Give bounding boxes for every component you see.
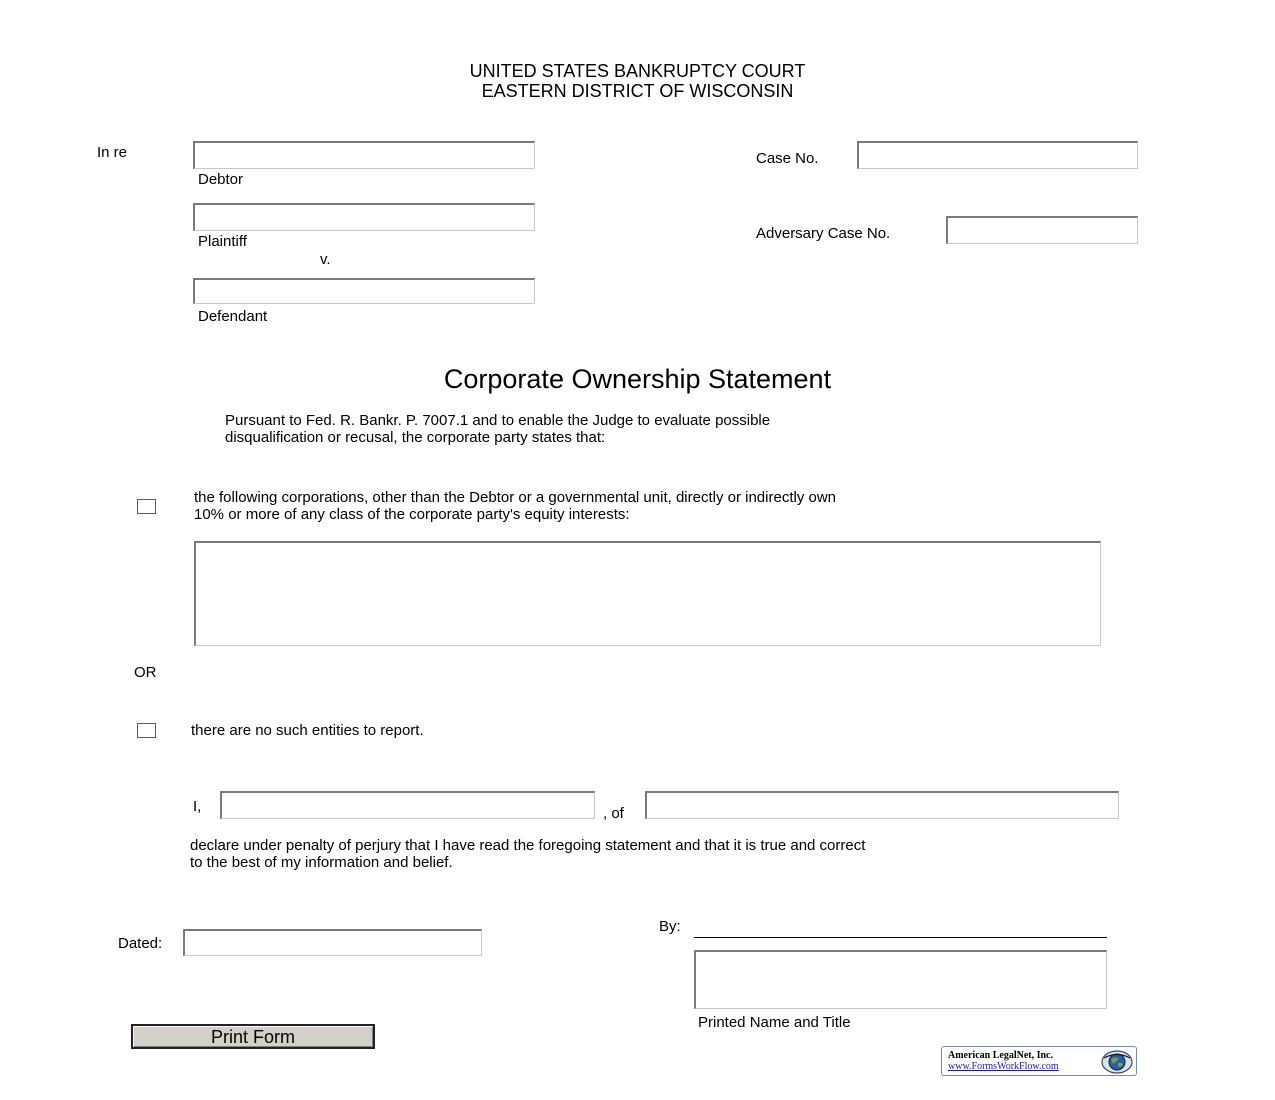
debtor-field[interactable]	[193, 141, 535, 169]
intro-line-1: Pursuant to Fed. R. Bankr. P. 7007.1 and to enable the Judge to evaluate possible	[225, 412, 771, 429]
defendant-label: Defendant	[198, 308, 268, 325]
signature-line[interactable]	[694, 937, 1107, 938]
american-legalnet-logo[interactable]	[941, 1046, 1137, 1076]
court-name: UNITED STATES BANKRUPTCY COURT	[469, 61, 806, 81]
case-no-field[interactable]	[857, 141, 1138, 169]
debtor-label: Debtor	[198, 171, 244, 188]
adversary-case-no-label: Adversary Case No.	[756, 225, 891, 242]
logo-company-name: American LegalNet, Inc.	[948, 1050, 1053, 1061]
declaration-line-1: declare under penalty of perjury that I have read the foregoing statement and that it is true and correct	[190, 837, 866, 854]
option-no-entities-checkbox[interactable]	[137, 723, 156, 738]
dated-label: Dated:	[118, 935, 163, 952]
by-label: By:	[659, 918, 681, 935]
in-re-label: In re	[97, 144, 128, 161]
declarant-entity-field[interactable]	[645, 791, 1119, 819]
option-corporations-line-2: 10% or more of any class of the corporate party's equity interests:	[194, 506, 630, 523]
defendant-field[interactable]	[193, 278, 535, 304]
adversary-case-no-field[interactable]	[946, 216, 1138, 244]
case-no-label: Case No.	[756, 150, 819, 167]
form-title: Corporate Ownership Statement	[443, 364, 832, 394]
option-no-entities-text: there are no such entities to report.	[191, 722, 424, 739]
declarant-i-label: I,	[193, 798, 202, 815]
option-corporations-line-1: the following corporations, other than the Debtor or a governmental unit, directly or indirectly own	[194, 489, 837, 506]
plaintiff-field[interactable]	[193, 203, 535, 231]
corporations-textarea[interactable]	[194, 541, 1101, 646]
plaintiff-label: Plaintiff	[198, 233, 247, 250]
dated-field[interactable]	[183, 929, 482, 956]
versus-label: v.	[320, 251, 331, 268]
globe-icon	[1100, 1049, 1134, 1075]
declaration-line-2: to the best of my information and belief.	[190, 854, 453, 871]
printed-name-label: Printed Name and Title	[698, 1014, 851, 1031]
district-name: EASTERN DISTRICT OF WISCONSIN	[481, 81, 794, 101]
or-label: OR	[134, 664, 157, 681]
of-label: , of	[603, 805, 624, 822]
intro-line-2: disqualification or recusal, the corporate party states that:	[225, 429, 606, 446]
logo-url-link[interactable]: www.FormsWorkFlow.com	[948, 1061, 1059, 1072]
print-form-button[interactable]: Print Form	[131, 1024, 375, 1049]
option-corporations-checkbox[interactable]	[137, 499, 156, 514]
printed-name-field[interactable]	[694, 950, 1107, 1009]
declarant-name-field[interactable]	[220, 791, 595, 819]
